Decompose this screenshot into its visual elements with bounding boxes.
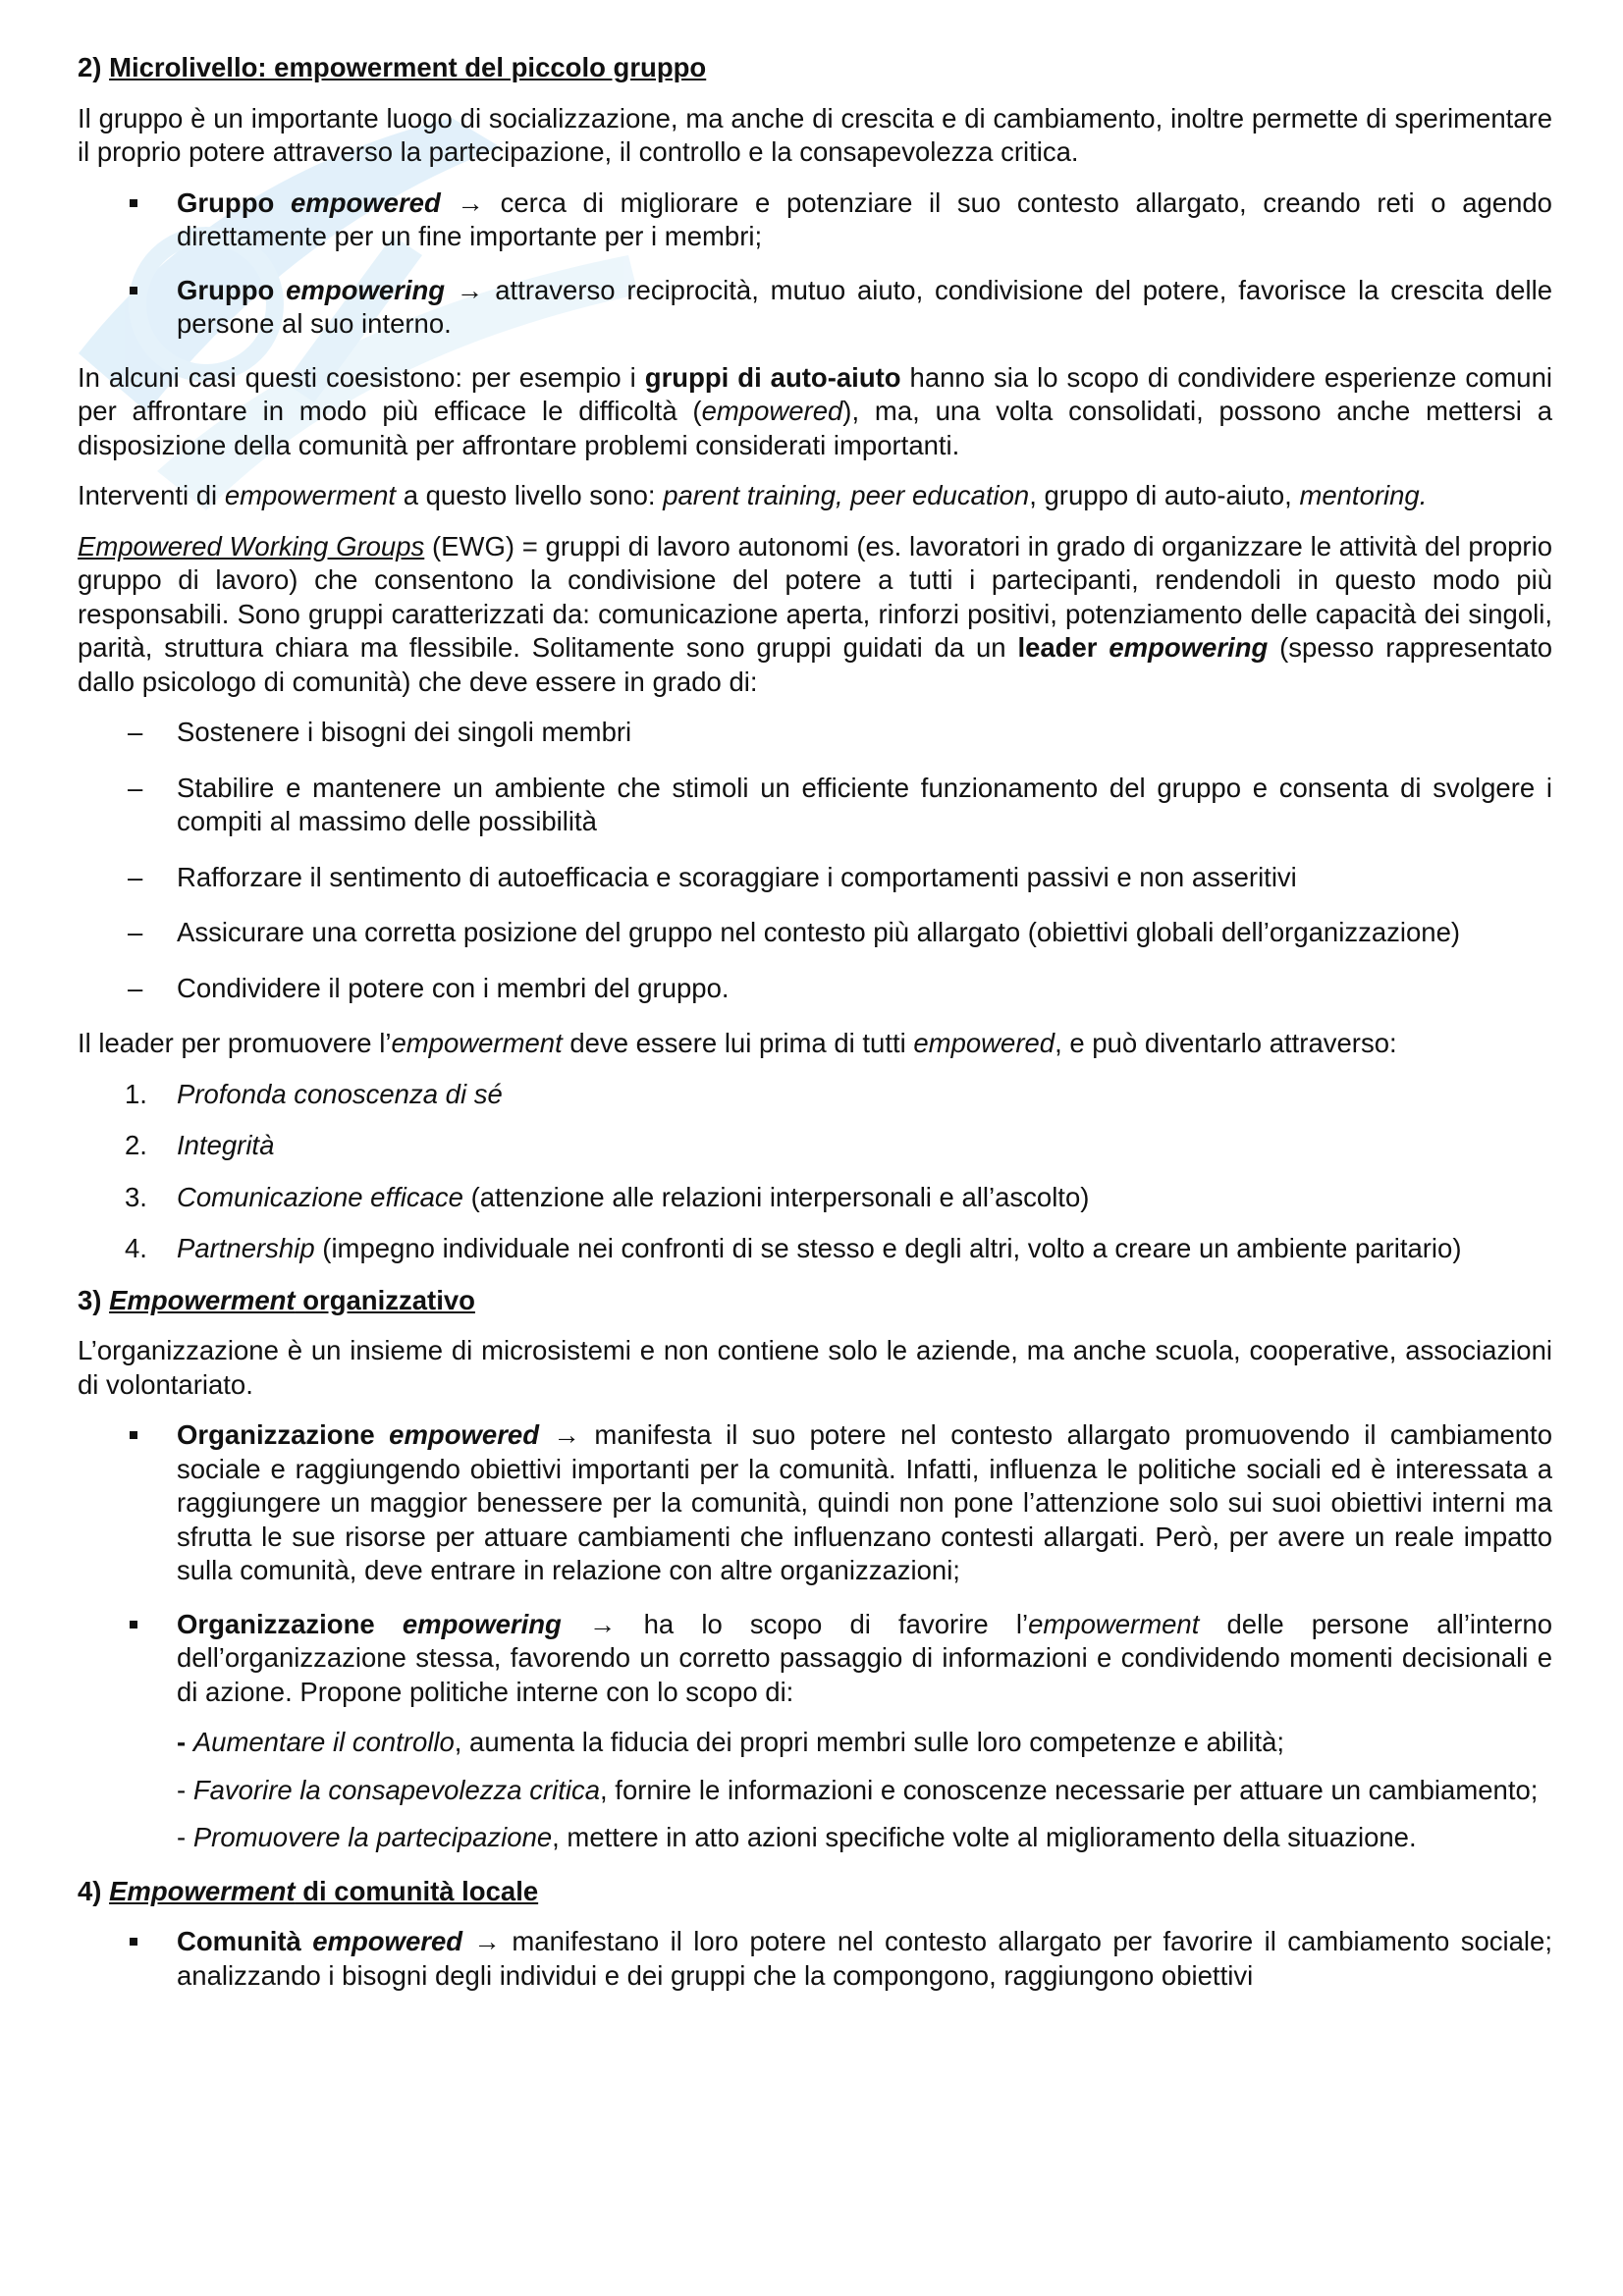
list-item: – Assicurare una corretta posizione del gruppo nel contesto più allargato (obiettivi globali dell’organizzazione) <box>128 917 1461 947</box>
paragraph: Il leader per promuovere l’empowerment deve essere lui prima di tutti empowered, e può diventarlo attraverso: <box>78 1028 1397 1058</box>
list-item: – Stabilire e mantenere un ambiente che stimoli un efficiente funzionamento del gruppo e consenta di svolgere i compiti al massimo delle possibilità <box>128 772 1552 836</box>
paragraph: In alcuni casi questi coesistono: per esempio i gruppi di auto-aiuto hanno sia lo scopo di condividere esperienze comuni per affrontare in modo più efficace le difficoltà (empowered), ma, una volta consolidati, possono anche mettersi a disposizione della comunità per affrontare problemi considerati importanti. <box>78 361 1552 460</box>
sub-item: - Favorire la consapevolezza critica, fornire le informazioni e conoscenze necessarie per attuare un cambiamento; <box>177 1774 1539 1805</box>
paragraph: Interventi di empowerment a questo livello sono: parent training, peer education, gruppo di auto-aiuto, mentoring. <box>78 480 1428 510</box>
list-item: 3. Comunicazione efficace (attenzione alle relazioni interpersonali e all’ascolto) <box>125 1181 1090 1212</box>
bullet-list <box>78 1925 1552 1993</box>
sub-item: - Aumentare il controllo, aumenta la fiducia dei propri membri sulle loro competenze e abilità; <box>177 1727 1285 1757</box>
list-item: Comunità empowered → manifestano il loro potere nel contesto allargato per favorire il cambiamento sociale; analizzando i bisogni degli individui e dei gruppi che la compongono, raggiungono obiettivi <box>78 1925 1552 1993</box>
list-item: 4. Partnership (impegno individuale nei confronti di se stesso e degli altri, volto a creare un ambiente paritario) <box>125 1233 1462 1263</box>
document-content <box>78 51 1552 2012</box>
section-2-heading: 2) Microlivello: empowerment del piccolo gruppo <box>78 52 707 82</box>
list-item: – Condividere il potere con i membri del gruppo. <box>128 972 730 1003</box>
list-item: Organizzazione empowering → ha lo scopo di favorire l’empowerment delle persone all’interno dell’organizzazione stessa, favorendo un corretto passaggio di informazioni e condividendo momenti decisionali e di azione. Propone politiche interne con lo scopo di: - Aumentare il controllo, aumenta la fiducia dei propri membri sulle loro competenze e abilità; - Favorire la consapevolezza critica, fornire le informazioni e conoscenze necessarie per attuare un cambiamento; - Promuovere la partecipazione, mettere in atto azioni specifiche volte al miglioramento della situazione. <box>78 1608 1552 1855</box>
bullet-list <box>78 1418 1552 1855</box>
list-item: 2. Integrità <box>125 1130 275 1160</box>
paragraph: Empowered Working Groups (EWG) = gruppi di lavoro autonomi (es. lavoratori in grado di organizzare le attività del proprio gruppo di lavoro) che consentono la condivisione del potere a tutti i partecipanti, rendendoli in questo modo più responsabili. Sono gruppi caratterizzati da: comunicazione aperta, rinforzi positivi, potenziamento delle capacità dei singoli, parità, struttura chiara ma flessibile. Solitamente sono gruppi guidati da un leader empowering (spesso rappresentato dallo psicologo di comunità) che deve essere in grado di: <box>78 530 1552 697</box>
sub-item: - Promuovere la partecipazione, mettere in atto azioni specifiche volte al miglioramento della situazione. <box>177 1822 1417 1852</box>
list-item: Gruppo empowering → attraverso reciprocità, mutuo aiuto, condivisione del potere, favorisce la crescita delle persone al suo interno. <box>78 274 1552 342</box>
list-item: Gruppo empowered → cerca di migliorare e potenziare il suo contesto allargato, creando reti o agendo direttamente per un fine importante per i membri; <box>78 187 1552 254</box>
list-item: – Sostenere i bisogni dei singoli membri <box>128 717 632 747</box>
section-4-heading: 4) Empowerment di comunità locale <box>78 1875 539 1906</box>
section-3-heading: 3) Empowerment organizzativo <box>78 1284 475 1315</box>
list-item: 1. Profonda conoscenza di sé <box>125 1078 503 1109</box>
paragraph: Il gruppo è un importante luogo di socializzazione, ma anche di crescita e di cambiamento, inoltre permette di sperimentare il proprio potere attraverso la partecipazione, il controllo e la consapevolezza critica. <box>78 102 1552 167</box>
bullet-list <box>78 187 1552 342</box>
list-item: – Rafforzare il sentimento di autoefficacia e scoraggiare i comportamenti passivi e non asseritivi <box>128 861 1297 892</box>
list-item: Organizzazione empowered → manifesta il suo potere nel contesto allargato promuovendo il cambiamento sociale e raggiungendo obiettivi importanti per la comunità. Infatti, influenza le politiche sociali ed è interessata a raggiungere un maggior benessere per la comunità, quindi non pone l’attenzione solo sui suoi obiettivi interni ma sfrutta le sue risorse per attuare cambiamenti che influenzano contesti allargati. Però, per avere un reale impatto sulla comunità, deve entrare in relazione con altre organizzazioni; <box>78 1418 1552 1588</box>
paragraph: L’organizzazione è un insieme di microsistemi e non contiene solo le aziende, ma anche scuola, cooperative, associazioni di volontariato. <box>78 1335 1552 1400</box>
numbered-list <box>78 1078 1552 1266</box>
dash-list <box>78 716 1552 1005</box>
